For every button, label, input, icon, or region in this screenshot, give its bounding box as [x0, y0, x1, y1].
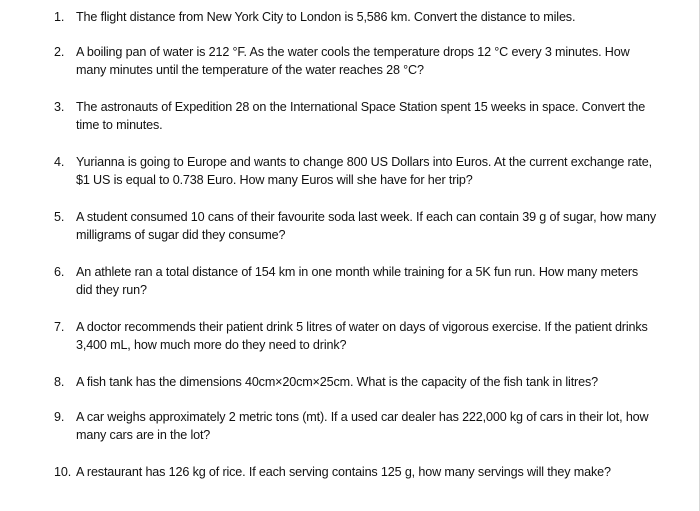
question-number: 8. — [54, 375, 65, 389]
question-number: 6. — [54, 265, 65, 279]
question-number: 1. — [54, 10, 65, 24]
question-text: The flight distance from New York City to London is 5,586 km. Convert the distance to miles. — [76, 10, 576, 24]
question-number: 9. — [54, 410, 65, 424]
question-number: 2. — [54, 45, 65, 59]
question-text: A car weighs approximately 2 metric tons (mt). If a used car dealer has 222,000 kg of cars in their lot, how many cars are in the lot? — [76, 410, 649, 442]
question-number: 3. — [54, 100, 65, 114]
question-number: 7. — [54, 320, 65, 334]
question-text: A fish tank has the dimensions 40cm×20cm×25cm. What is the capacity of the fish tank in litres? — [76, 375, 598, 389]
question-text: Yurianna is going to Europe and wants to change 800 US Dollars into Euros. At the current exchange rate, $1 US is equal to 0.738 Euro. How many Euros will she have for her trip? — [76, 155, 652, 187]
question-number: 10. — [54, 465, 72, 479]
question-number: 5. — [54, 210, 65, 224]
question-number: 4. — [54, 155, 65, 169]
question-text: A boiling pan of water is 212 °F. As the water cools the temperature drops 12 °C every 3 minutes. How many minutes until the temperature of the water reaches 28 °C? — [76, 45, 630, 77]
question-text: An athlete ran a total distance of 154 km in one month while training for a 5K fun run. How many meters did they run? — [76, 265, 639, 297]
question-text: A student consumed 10 cans of their favourite soda last week. If each can contain 39 g of sugar, how many milligrams of sugar did they consume? — [76, 210, 657, 242]
question-text: The astronauts of Expedition 28 on the International Space Station spent 15 weeks in space. Convert the time to minutes. — [76, 100, 646, 132]
question-text: A restaurant has 126 kg of rice. If each serving contains 125 g, how many servings will they make? — [76, 465, 611, 479]
question-text: A doctor recommends their patient drink 5 litres of water on days of vigorous exercise. If the patient drinks 3,400 mL, how much more do they need to drink? — [76, 320, 648, 352]
